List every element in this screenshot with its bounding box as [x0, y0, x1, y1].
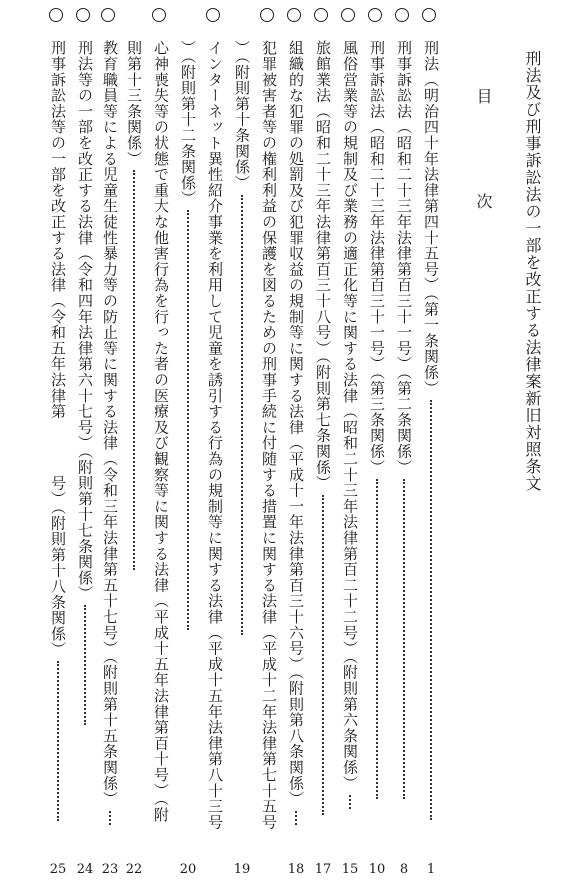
toc-entry[interactable]	[257, 40, 281, 856]
toc-page-number: 8	[399, 862, 409, 877]
circle-marker	[152, 8, 166, 22]
toc-entry-continuation[interactable]	[122, 40, 146, 856]
toc-heading-first-char: 目	[474, 88, 493, 107]
toc-entry[interactable]	[311, 40, 335, 856]
toc-entry[interactable]	[98, 40, 122, 856]
dot-leader	[241, 195, 243, 635]
circle-marker	[287, 8, 301, 22]
toc-page-number: 25	[49, 862, 67, 877]
toc-page-number: 23	[101, 862, 119, 877]
toc-entry-text: 刑事訴訟法（昭和二十三年法律第百三十一号）（第二条関係）	[395, 40, 413, 475]
dot-leader	[376, 479, 378, 799]
dot-leader	[187, 210, 189, 630]
circle-marker	[76, 8, 90, 22]
dot-leader	[430, 400, 432, 820]
toc-entry[interactable]	[419, 40, 443, 856]
circle-marker	[49, 8, 63, 22]
toc-entry[interactable]	[365, 40, 389, 856]
toc-entry[interactable]	[284, 40, 308, 856]
toc-page-number: 10	[368, 862, 386, 877]
toc-entry-text: 犯罪被害者等の権利利益の保護を図るための刑事手続に付随する措置に関する法律（平成十二年法律第七十五号	[260, 40, 278, 830]
toc-page-number: 18	[287, 862, 305, 877]
toc-entry-text: 刑法等の一部を改正する法律（令和四年法律第六十七号）（附則第十七条関係）	[76, 40, 94, 602]
toc-entry-text: ）（附則第十条関係）	[233, 40, 251, 191]
circle-marker	[341, 8, 355, 22]
toc-page-number: 19	[233, 862, 251, 877]
circle-marker	[101, 8, 115, 22]
toc-entry[interactable]	[338, 40, 362, 856]
dot-leader	[322, 495, 324, 815]
toc-page-number: 17	[314, 862, 332, 877]
toc-heading	[472, 88, 494, 248]
dot-leader	[57, 661, 59, 821]
toc-entry-text: 刑事訴訟法（昭和二十三年法律第百三十一号）（第三条関係）	[368, 40, 386, 475]
toc-entry-text: 組織的な犯罪の処罰及び犯罪収益の規制等に関する法律（平成十一年法律第百三十六号）（附則第八条関係）	[287, 40, 305, 807]
toc-entry-text: ）（附則第十二条関係）	[179, 40, 197, 207]
toc-entry-continuation[interactable]	[176, 40, 200, 856]
dot-leader	[109, 811, 111, 825]
circle-marker	[368, 8, 382, 22]
circle-marker	[260, 8, 274, 22]
circle-marker	[395, 8, 409, 22]
toc-entry[interactable]	[392, 40, 416, 856]
dot-leader	[84, 605, 86, 725]
toc-entry-text: 心神喪失等の状態で重大な他害行為を行った者の医療及び観察等に関する法律（平成十五年法律第百十号）（附	[152, 40, 170, 823]
toc-entry-continuation[interactable]	[230, 40, 254, 856]
dot-leader	[295, 811, 297, 825]
toc-page-number: 20	[179, 862, 197, 877]
circle-marker	[314, 8, 328, 22]
document-title: 刑法及び刑事訴訟法の一部を改正する法律案新旧対照条文	[523, 50, 542, 492]
toc-entry-text: 刑法（明治四十年法律第四十五号）（第一条関係）	[422, 40, 440, 396]
toc-entry-text: 風俗営業等の規制及び業務の適正化等に関する法律（昭和二十三年法律第百二十二号）（附則第六条関係）	[341, 40, 359, 791]
toc-page-number: 1	[426, 862, 436, 877]
dot-leader	[133, 170, 135, 570]
toc-entry-text: 教育職員等による児童生徒性暴力等の防止等に関する法律（令和三年法律第五十七号）（附則第十五条関係）	[101, 40, 119, 807]
toc-page-number: 22	[125, 862, 143, 877]
toc-entry[interactable]	[203, 40, 227, 856]
toc-entry-text: 刑事訴訟法等の一部を改正する法律（令和五年法律第	[49, 40, 67, 420]
dot-leader	[403, 479, 405, 799]
toc-entry[interactable]	[149, 40, 173, 856]
circle-marker	[206, 8, 220, 22]
dot-leader	[349, 795, 351, 809]
toc-entry-text: 旅館業法（昭和二十三年法律第百三十八号）（附則第七条関係）	[314, 40, 332, 491]
circle-marker	[422, 8, 436, 22]
toc-page-number: 24	[76, 862, 94, 877]
toc-entry-text: 則第十三条関係）	[125, 40, 143, 167]
toc-heading-second-char: 次	[474, 193, 493, 212]
toc-page-number: 15	[341, 862, 359, 877]
toc-entry[interactable]	[73, 40, 97, 856]
toc-entry[interactable]	[46, 40, 70, 856]
toc-entry-text-after-gap: 号）（附則第十八条関係）	[49, 475, 67, 658]
toc-entry-text: インターネット異性紹介事業を利用して児童を誘引する行為の規制等に関する法律（平成十五年法律第八十三号	[206, 40, 224, 830]
